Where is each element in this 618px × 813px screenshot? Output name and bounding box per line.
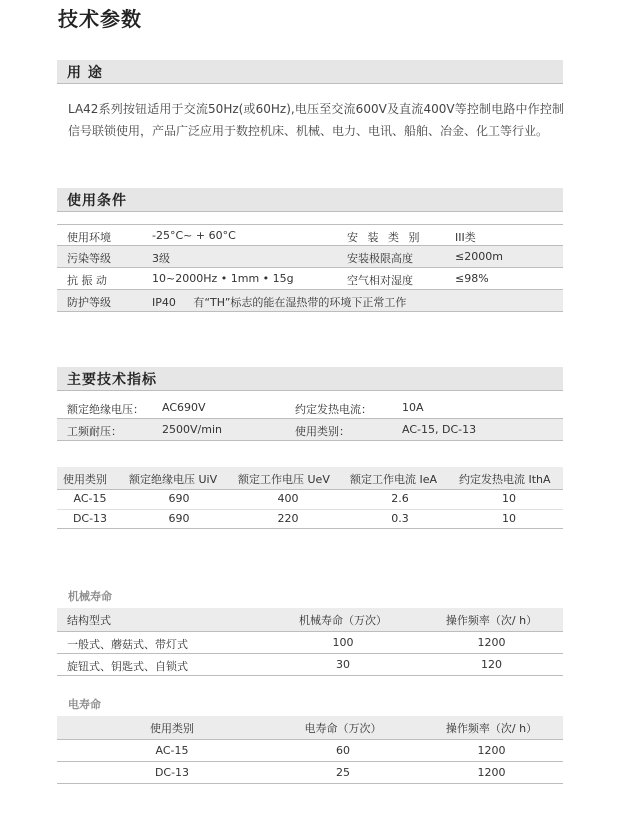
mech-life-row	[57, 654, 563, 676]
condition-label: 污染等级	[67, 252, 111, 265]
mech-life-cell: 一般式、蘑菇式、带灯式	[67, 638, 188, 651]
spec-table-cell: AC-15	[73, 492, 107, 505]
condition-label: 使用环境	[67, 231, 111, 244]
spec-value: 2500V/min	[162, 423, 222, 436]
elec-life-col-header: 操作频率（次/ h）	[445, 722, 538, 735]
mech-life-cell: 30	[336, 658, 350, 671]
condition-value: 3级	[152, 252, 170, 265]
conditions-row	[57, 224, 563, 246]
usage-heading: 用 途	[67, 65, 103, 81]
conditions-heading: 使用条件	[67, 193, 127, 209]
page-title: 技术参数	[58, 7, 142, 31]
condition-value: 10~2000Hz • 1mm • 15g	[152, 272, 294, 285]
spec-table-col-header: 约定发热电流 IthA	[459, 473, 551, 486]
spec-table-cell: 690	[168, 512, 190, 525]
conditions-row	[57, 246, 563, 268]
elec-life-header	[57, 716, 563, 740]
mech-life-row	[57, 632, 563, 654]
spec-row	[57, 397, 563, 419]
conditions-section-header	[57, 188, 563, 212]
usage-section-header	[57, 60, 563, 84]
condition-label: 安 装 类 别	[347, 231, 423, 244]
conditions-row	[57, 290, 563, 312]
elec-life-row	[57, 762, 563, 784]
mech-life-col-header: 结构型式	[67, 614, 111, 627]
spec-value: 10A	[402, 401, 424, 414]
spec-table-col-header: 额定绝缘电压 UiV	[129, 473, 218, 486]
condition-value: III类	[455, 231, 476, 244]
condition-label: 防护等级	[67, 296, 111, 309]
mech-life-cell: 100	[332, 636, 354, 649]
usage-paragraph: LA42系列按钮适用于交流50Hz(或60Hz),电压至交流600V及直流400V等控制电路中作控制信号联锁使用，产品广泛应用于数控机床、机械、电力、电讯、船舶、冶金、化工等行业。	[68, 102, 564, 138]
spec-label: 使用类别：	[295, 425, 350, 438]
mech-life-cell: 1200	[477, 636, 506, 649]
elec-life-cell: 1200	[477, 744, 506, 757]
condition-label: 安装极限高度	[347, 252, 413, 265]
spec-table-cell: 10	[502, 512, 516, 525]
condition-label: 抗 振 动	[67, 274, 107, 287]
spec-table-col-header: 使用类别	[63, 473, 107, 486]
spec-row	[57, 419, 563, 441]
spec-table-row	[57, 510, 563, 529]
elec-life-cell: 25	[336, 766, 350, 779]
spec-table-cell: 10	[502, 492, 516, 505]
spec-table-cell: 220	[277, 512, 299, 525]
spec-table-cell: 2.6	[391, 492, 409, 505]
spec-label: 约定发热电流：	[295, 403, 372, 416]
spec-table-col-header: 额定工作电压 UeV	[238, 473, 330, 486]
spec-label: 工频耐压：	[67, 425, 122, 438]
spec-table-header	[57, 467, 563, 490]
spec-table-cell: DC-13	[72, 512, 108, 525]
elec-life-cell: DC-13	[154, 766, 190, 779]
spec-table-cell: 0.3	[391, 512, 409, 525]
spec-table-cell: 690	[168, 492, 190, 505]
condition-value: IP40 有“TH”标志的能在湿热带的环境下正常工作	[152, 296, 407, 309]
mech-life-cell: 旋钮式、钥匙式、自锁式	[67, 660, 188, 673]
elec-life-heading: 电寿命	[68, 698, 101, 711]
mech-life-header	[57, 608, 563, 632]
conditions-row	[57, 268, 563, 290]
spec-value: AC690V	[162, 401, 206, 414]
elec-life-cell: AC-15	[155, 744, 189, 757]
elec-life-col-header: 电寿命（万次）	[304, 722, 382, 735]
mech-life-heading: 机械寿命	[68, 590, 112, 603]
spec-table-row	[57, 490, 563, 510]
specs-heading: 主要技术指标	[67, 372, 157, 388]
elec-life-col-header: 使用类别	[150, 722, 194, 735]
condition-value: ≤98%	[455, 272, 489, 285]
condition-value: -25°C~ + 60°C	[152, 229, 236, 242]
mech-life-col-header: 机械寿命（万次）	[299, 614, 387, 627]
specs-section-header	[57, 367, 563, 391]
condition-value: ≤2000m	[455, 250, 503, 263]
spec-table-col-header: 额定工作电流 IeA	[350, 473, 438, 486]
condition-label: 空气相对湿度	[347, 274, 413, 287]
spec-table-cell: 400	[277, 492, 299, 505]
mech-life-cell: 120	[481, 658, 502, 671]
mech-life-col-header: 操作频率（次/ h）	[445, 614, 538, 627]
elec-life-row	[57, 740, 563, 762]
elec-life-cell: 1200	[477, 766, 506, 779]
spec-value: AC-15, DC-13	[402, 423, 477, 436]
elec-life-cell: 60	[336, 744, 350, 757]
spec-label: 额定绝缘电压：	[67, 403, 144, 416]
